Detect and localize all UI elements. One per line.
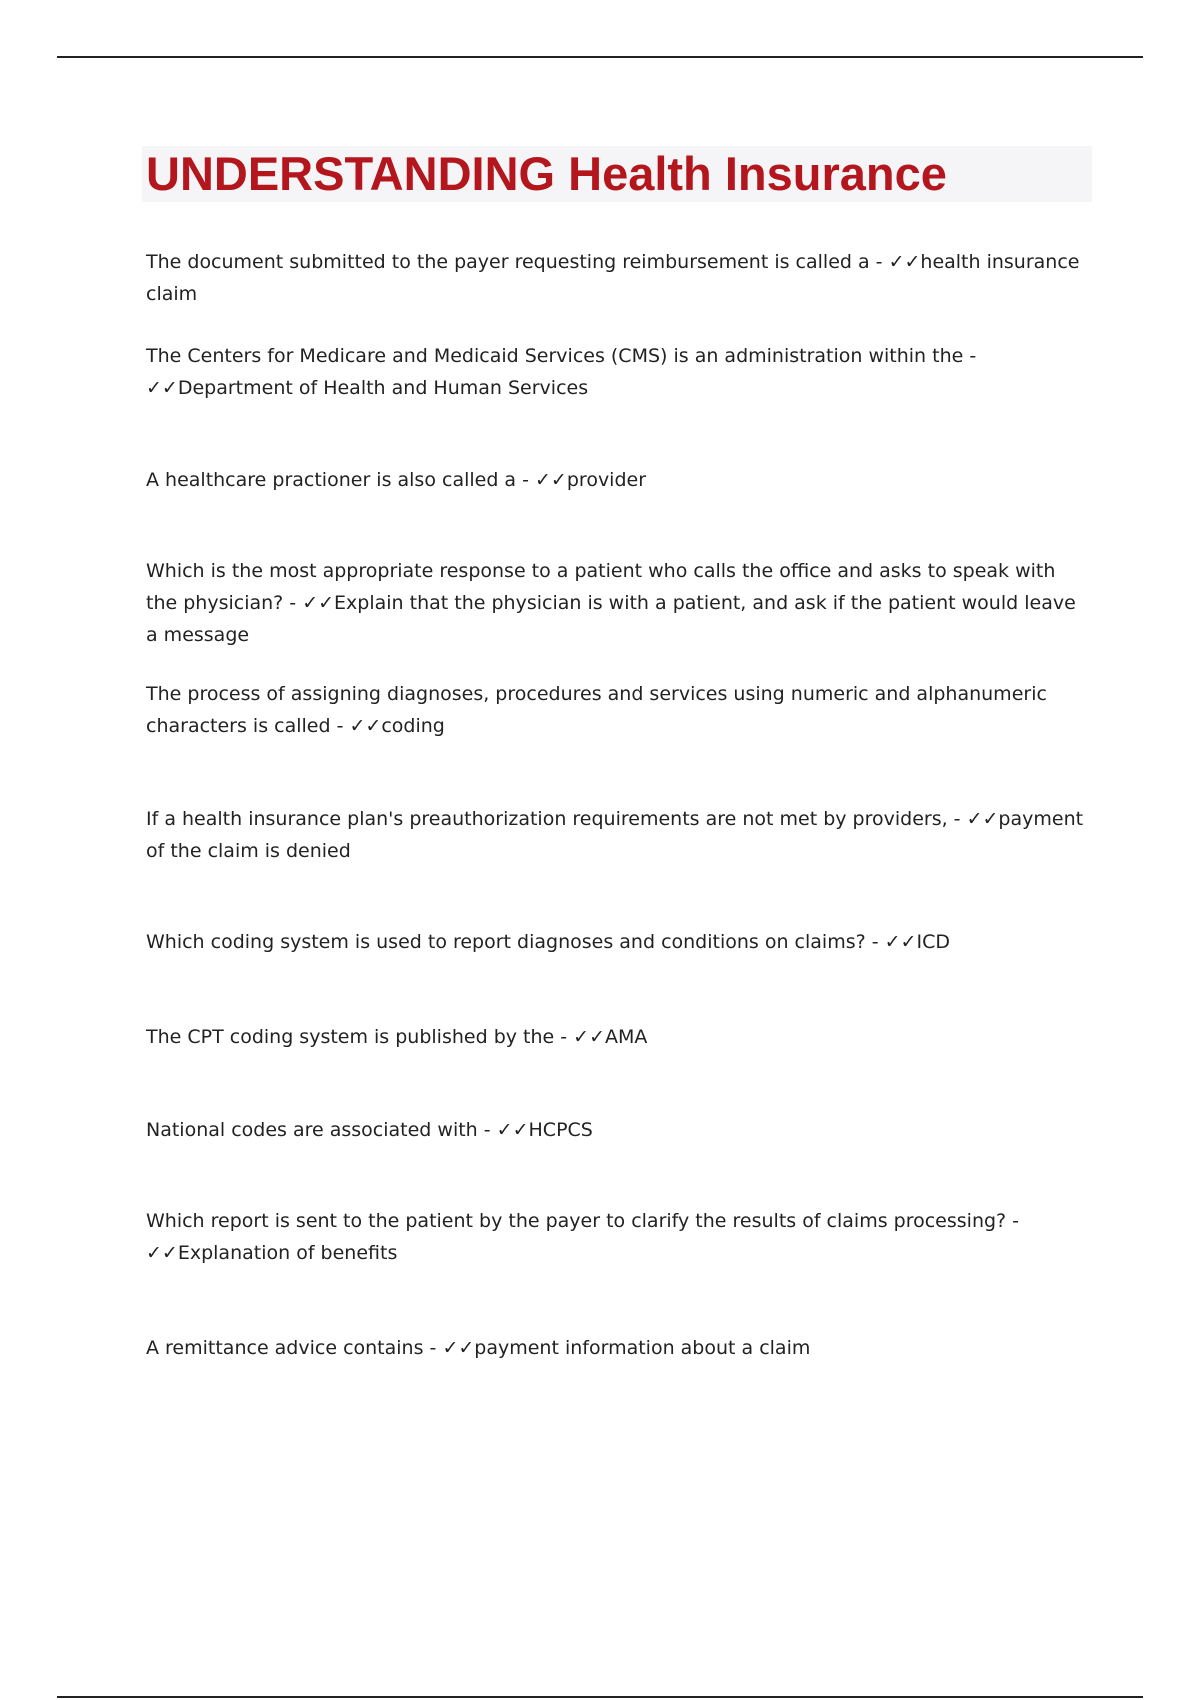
separator: - — [477, 1119, 497, 1141]
question-text: If a health insurance plan's preauthorization requirements are not met by providers, — [146, 808, 948, 830]
qa-item — [146, 555, 1086, 651]
answer-text: HCPCS — [528, 1119, 593, 1141]
qa-item — [146, 340, 1086, 404]
separator: - — [865, 931, 885, 953]
document-title: UNDERSTANDING Health Insurance — [146, 147, 947, 200]
check-mark-icon: ✓✓ — [884, 931, 917, 953]
question-text: The document submitted to the payer requesting reimbursement is called a — [146, 251, 870, 273]
separator: - — [554, 1026, 574, 1048]
answer-text: coding — [381, 715, 445, 737]
answer-text: AMA — [605, 1026, 648, 1048]
question-text: Which report is sent to the patient by the payer to clarify the results of claims processing? — [146, 1210, 1007, 1232]
answer-text: payment of the claim is denied — [146, 808, 1084, 862]
top-rule — [57, 56, 1143, 58]
question-text: Which coding system is used to report diagnoses and conditions on claims? — [146, 931, 866, 953]
check-mark-icon: ✓✓ — [146, 377, 178, 399]
bottom-rule — [57, 1696, 1143, 1698]
answer-text: Department of Health and Human Services — [177, 377, 589, 399]
question-text: The process of assigning diagnoses, procedures and services using numeric and alphanumeric characters is called — [146, 683, 1047, 737]
question-text: The CPT coding system is published by the — [146, 1026, 555, 1048]
check-mark-icon: ✓✓ — [888, 251, 921, 273]
check-mark-icon: ✓✓ — [573, 1026, 606, 1048]
question-text: A remittance advice contains — [146, 1337, 424, 1359]
check-mark-icon: ✓✓ — [146, 1242, 178, 1264]
separator: - — [947, 808, 967, 830]
answer-text: payment information about a claim — [474, 1337, 811, 1359]
check-mark-icon: ✓✓ — [496, 1119, 529, 1141]
separator: - — [963, 345, 977, 367]
check-mark-icon: ✓✓ — [966, 808, 999, 830]
answer-text: health insurance claim — [146, 251, 1080, 305]
check-mark-icon: ✓✓ — [535, 469, 567, 491]
answer-text: provider — [566, 469, 647, 491]
qa-item — [146, 803, 1086, 867]
separator: - — [869, 251, 889, 273]
title-band — [142, 146, 1092, 202]
separator: - — [330, 715, 350, 737]
qa-item — [146, 1021, 1086, 1053]
question-text: A healthcare practioner is also called a — [146, 469, 517, 491]
answer-text: Explain that the physician is with a patient, and ask if the patient would leave a message — [146, 592, 1076, 646]
separator: - — [516, 469, 536, 491]
answer-text: Explanation of benefits — [177, 1242, 398, 1264]
check-mark-icon: ✓✓ — [302, 592, 335, 614]
check-mark-icon: ✓✓ — [349, 715, 382, 737]
question-text: The Centers for Medicare and Medicaid Services (CMS) is an administration within the — [146, 345, 964, 367]
qa-item — [146, 1332, 1086, 1364]
qa-item — [146, 926, 1086, 958]
separator: - — [1006, 1210, 1020, 1232]
qa-item — [146, 246, 1086, 310]
qa-item — [146, 1205, 1086, 1269]
question-text: National codes are associated with — [146, 1119, 478, 1141]
separator: - — [423, 1337, 443, 1359]
separator: - — [283, 592, 303, 614]
qa-item — [146, 1114, 1086, 1146]
qa-item — [146, 464, 1086, 496]
answer-text: ICD — [916, 931, 950, 953]
qa-item — [146, 678, 1086, 742]
question-text: Which is the most appropriate response to a patient who calls the office and asks to speak with the physician? — [146, 560, 1056, 614]
check-mark-icon: ✓✓ — [442, 1337, 475, 1359]
